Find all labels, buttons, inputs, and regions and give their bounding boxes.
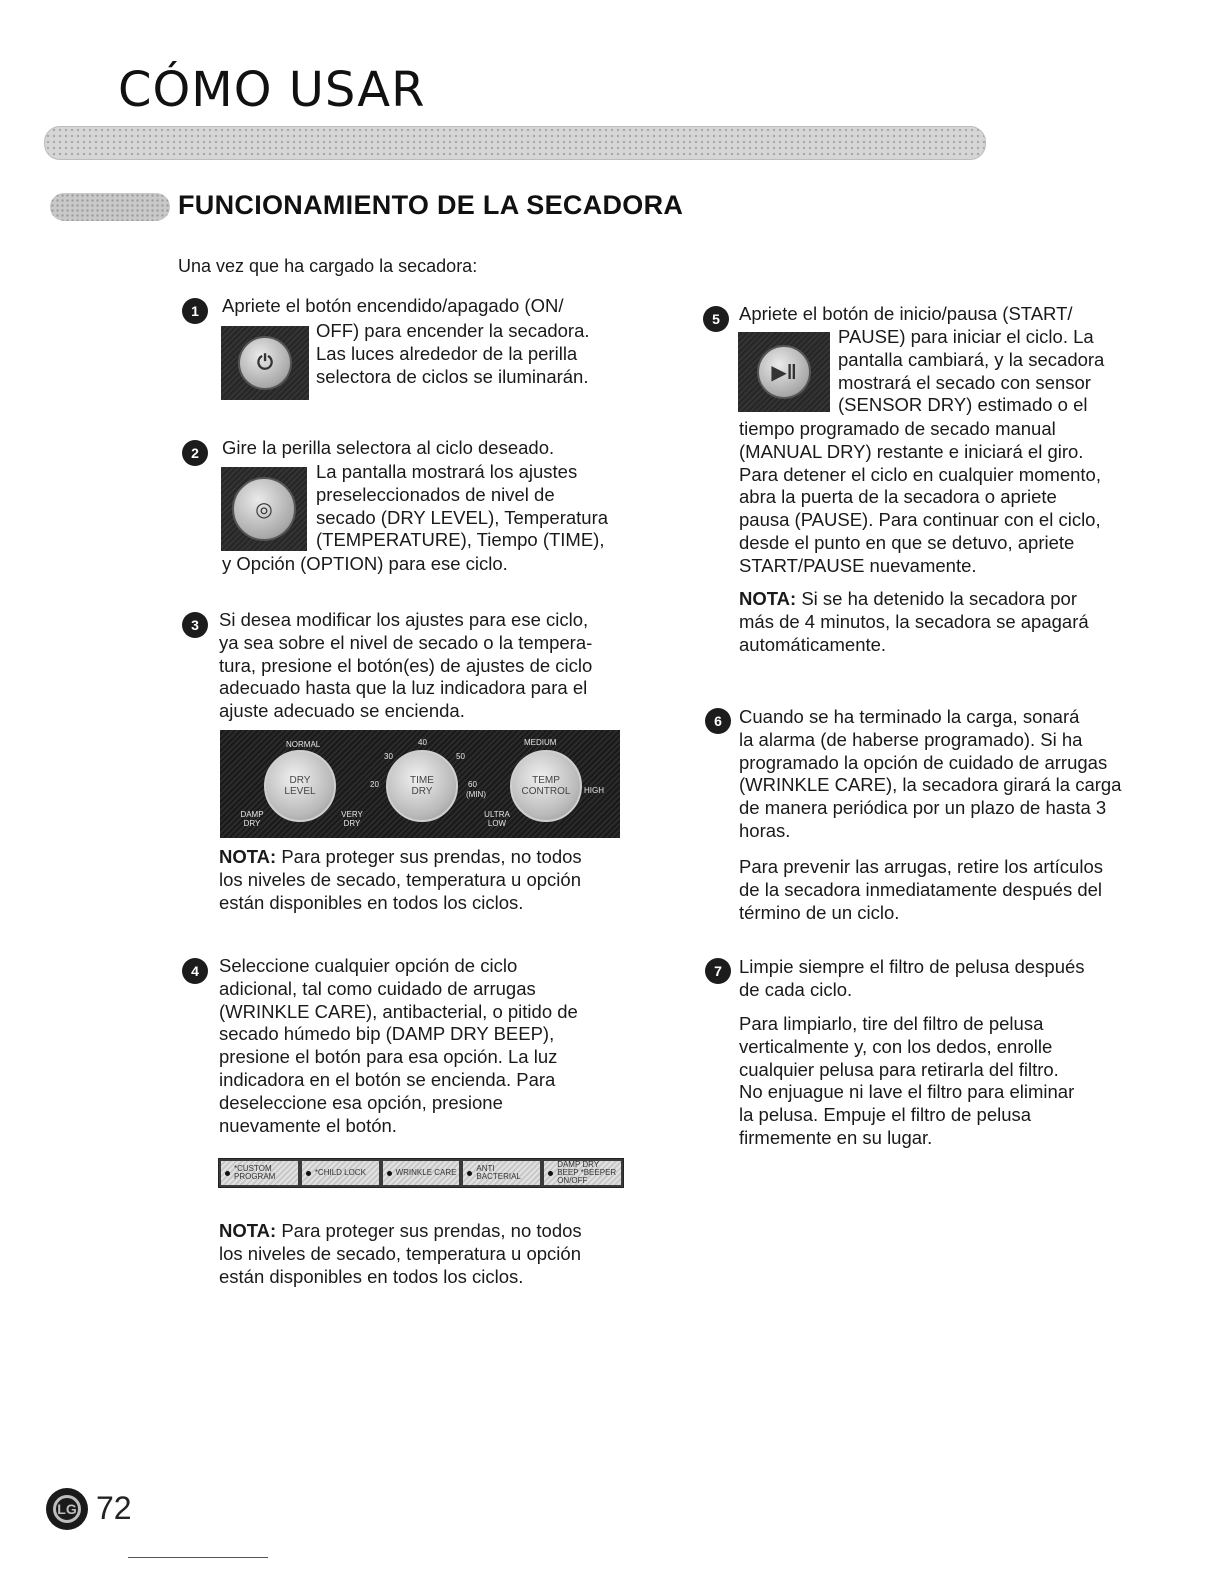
step-5-line-5: (SENSOR DRY) estimado o el	[838, 394, 1088, 416]
step-4-line-6: indicadora en el botón se encienda. Para	[219, 1068, 556, 1090]
page-number: 72	[96, 1490, 132, 1526]
note-4-line-1: Para proteger sus prendas, no todos	[281, 1220, 582, 1241]
step-4-line-7: deseleccione esa opción, presione	[219, 1091, 503, 1113]
note-4-line-2: los niveles de secado, temperatura u opción	[219, 1242, 581, 1264]
footer-rule	[128, 1557, 268, 1558]
step-1-line-4: selectora de ciclos se iluminarán.	[316, 365, 589, 387]
step-1-text	[316, 320, 590, 388]
step-6-extra-line-2: de la secadora inmediatamente después del	[739, 878, 1103, 900]
indicator-light	[548, 1171, 553, 1176]
note-3-line-3: están disponibles en todos los ciclos.	[219, 891, 524, 913]
wrinkle-care-button[interactable]	[383, 1161, 460, 1185]
step-5-text	[739, 418, 1101, 578]
time-30-label: 30	[384, 752, 393, 761]
step-7-extra-line-5: la pelusa. Empuje el filtro de pelusa	[739, 1104, 1032, 1126]
step-7-number: 7	[705, 958, 731, 984]
step-6-line-3: programado la opción de cuidado de arrugas	[739, 751, 1108, 773]
note-4-line-3: están disponibles en todos los ciclos.	[219, 1265, 524, 1287]
note-label: NOTA:	[219, 846, 277, 867]
note-label: NOTA:	[739, 588, 797, 609]
start-pause-button-image	[738, 332, 830, 412]
step-3-line-4: adecuado hasta que la luz indicadora para el	[219, 677, 588, 699]
page-title: CÓMO USAR	[118, 62, 426, 118]
step-7-line-2: de cada ciclo.	[739, 978, 853, 1000]
step-2-line-2: La pantalla mostrará los ajustes	[316, 461, 578, 482]
dry-dial-line-2: LEVEL	[284, 786, 316, 797]
step-4-line-8: nuevamente el botón.	[219, 1114, 397, 1136]
child-lock-label: *CHILD LOCK	[314, 1168, 366, 1177]
step-1-line-2: OFF) para encender la secadora.	[316, 320, 590, 341]
note-step-3	[219, 846, 582, 914]
note-3-line-1: Para proteger sus prendas, no todos	[281, 846, 582, 867]
step-7-text	[739, 956, 1085, 1002]
dry-level-dial[interactable]	[264, 750, 336, 822]
step-2-line-4: secado (DRY LEVEL), Temperatura	[316, 506, 609, 528]
step-5-line-12: START/PAUSE nuevamente.	[739, 554, 977, 576]
high-label: HIGH	[584, 786, 604, 795]
damp-dry-beep-label: DAMP DRY BEEP *BEEPER ON/OFF	[557, 1160, 617, 1185]
step-6-line-5: de manera periódica por un plazo de hasta 3	[739, 797, 1107, 819]
power-icon: ⏻	[238, 336, 292, 390]
lg-logo-mark: LG	[53, 1495, 81, 1523]
step-5-line-11: desde el punto en que se detuvo, apriete	[739, 531, 1075, 553]
step-7-line-1: Limpie siempre el filtro de pelusa después	[739, 956, 1085, 977]
time-dry-dial-label	[410, 775, 434, 797]
indicator-light	[387, 1171, 392, 1176]
step-3-line-1: Si desea modificar los ajustes para ese ciclo,	[219, 609, 589, 630]
step-4-line-3: (WRINKLE CARE), antibacterial, o pitido de	[219, 1000, 578, 1022]
note-step-4	[219, 1220, 582, 1288]
anti-bacterial-label: ANTI BACTERIAL	[476, 1164, 521, 1181]
step-5-line-2: PAUSE) para iniciar el ciclo. La	[838, 326, 1094, 347]
step-2-line-1: Gire la perilla selectora al ciclo deseado.	[222, 437, 555, 458]
step-4-number: 4	[182, 958, 208, 984]
note-label: NOTA:	[219, 1220, 277, 1241]
step-6-line-1: Cuando se ha terminado la carga, sonará	[739, 706, 1080, 727]
step-4-line-4: secado húmedo bip (DAMP DRY BEEP),	[219, 1023, 555, 1045]
step-6-extra-line-3: término de un ciclo.	[739, 901, 900, 923]
step-5-text-wrap	[838, 326, 1104, 417]
step-4-text	[219, 955, 578, 1137]
very-dry-label: VERY DRY	[341, 810, 363, 828]
time-dial-line-2: DRY	[411, 786, 433, 797]
step-2-line-5: (TEMPERATURE), Tiempo (TIME),	[316, 529, 605, 551]
child-lock-button[interactable]	[302, 1161, 379, 1185]
step-6-number: 6	[705, 708, 731, 734]
wrinkle-care-label: WRINKLE CARE	[395, 1168, 457, 1177]
step-6-extra	[739, 856, 1103, 924]
step-4-line-5: presione el botón para esa opción. La luz	[219, 1046, 558, 1068]
time-50-label: 50	[456, 752, 465, 761]
time-min-label: (MIN)	[466, 790, 486, 799]
step-7-extra-line-2: verticalmente y, con los dedos, enrolle	[739, 1035, 1053, 1057]
temp-dial-line-2: CONTROL	[521, 786, 571, 797]
step-1-number: 1	[182, 298, 208, 324]
step-7-extra-line-4: No enjuague ni lave el filtro para eliminar	[739, 1081, 1075, 1103]
anti-bacterial-button[interactable]	[463, 1161, 540, 1185]
time-60-label: 60	[468, 780, 477, 789]
step-6-line-6: horas.	[739, 819, 791, 841]
step-4-line-2: adicional, tal como cuidado de arrugas	[219, 977, 536, 999]
step-3-line-2: ya sea sobre el nivel de secado o la tempera-	[219, 631, 593, 653]
note-5-line-2: más de 4 minutos, la secadora se apagará	[739, 610, 1089, 632]
normal-label: NORMAL	[286, 740, 321, 749]
step-7-extra-line-3: cualquier pelusa para retirarla del filtro.	[739, 1058, 1059, 1080]
step-2-line-6: y Opción (OPTION) para ese ciclo.	[222, 553, 508, 574]
damp-dry-label: DAMP DRY	[240, 810, 264, 828]
step-3-line-3: tura, presione el botón(es) de ajustes de ciclo	[219, 654, 593, 676]
time-dial-line-1: TIME	[410, 775, 434, 786]
step-5-line-8: Para detener el ciclo en cualquier momento,	[739, 463, 1101, 485]
step-5-line-1: Apriete el botón de inicio/pausa (START/	[739, 303, 1073, 324]
note-5-line-3: automáticamente.	[739, 633, 887, 655]
note-step-5	[739, 588, 1089, 656]
step-5-number: 5	[703, 306, 729, 332]
dial-control-panel	[220, 730, 620, 838]
step-2-number: 2	[182, 440, 208, 466]
time-dry-dial[interactable]	[386, 750, 458, 822]
play-pause-icon: ▶‖	[757, 345, 811, 399]
step-6-extra-line-1: Para prevenir las arrugas, retire los artículos	[739, 856, 1103, 877]
power-button-image	[221, 326, 309, 400]
step-3-line-5: ajuste adecuado se encienda.	[219, 700, 465, 722]
step-5-line-3: pantalla cambiará, y la secadora	[838, 348, 1105, 370]
step-5-line-9: abra la puerta de la secadora o apriete	[739, 486, 1057, 508]
note-3-line-2: los niveles de secado, temperatura u opción	[219, 868, 581, 890]
intro-text: Una vez que ha cargado la secadora:	[178, 256, 478, 276]
step-1-line-1: Apriete el botón encendido/apagado (ON/	[222, 295, 564, 316]
indicator-light	[306, 1171, 311, 1176]
custom-program-label: *CUSTOM PROGRAM	[234, 1164, 276, 1181]
step-7-extra-line-1: Para limpiarlo, tire del filtro de pelusa	[739, 1013, 1044, 1034]
title-underline-bar	[44, 126, 986, 160]
step-2-line-3: preseleccionados de nivel de	[316, 483, 555, 505]
option-buttons-panel	[218, 1158, 624, 1188]
time-40-label: 40	[418, 738, 427, 747]
step-7-extra	[739, 1013, 1074, 1150]
temp-control-dial[interactable]	[510, 750, 582, 822]
time-20-label: 20	[370, 780, 379, 789]
step-5-line-7: (MANUAL DRY) restante e iniciará el giro.	[739, 440, 1084, 462]
temp-dial-line-1: TEMP	[532, 775, 560, 786]
indicator-light	[467, 1171, 472, 1176]
step-5-line-10: pausa (PAUSE). Para continuar con el ciclo,	[739, 509, 1101, 531]
custom-program-button[interactable]	[221, 1161, 298, 1185]
lg-logo	[46, 1488, 88, 1530]
damp-dry-beep-button[interactable]	[544, 1161, 621, 1185]
note-5-line-1: Si se ha detenido la secadora por	[801, 588, 1077, 609]
step-3-number: 3	[182, 612, 208, 638]
indicator-light	[225, 1171, 230, 1176]
dry-dial-line-1: DRY	[289, 775, 311, 786]
temp-control-dial-label	[522, 775, 571, 797]
step-1-line-3: Las luces alrededor de la perilla	[316, 342, 578, 364]
dry-level-dial-label	[284, 775, 315, 797]
cycle-knob-icon: ◎	[232, 477, 296, 541]
step-5-line-6: tiempo programado de secado manual	[739, 418, 1056, 439]
heading-marker-pill	[50, 193, 170, 221]
step-2-text	[316, 461, 608, 552]
step-7-extra-line-6: firmemente en su lugar.	[739, 1126, 933, 1148]
section-heading: FUNCIONAMIENTO DE LA SECADORA	[178, 190, 684, 220]
step-5-line-4: mostrará el secado con sensor	[838, 371, 1091, 393]
step-6-line-2: la alarma (de haberse programado). Si ha	[739, 728, 1083, 750]
ultra-low-label: ULTRA LOW	[484, 810, 510, 828]
medium-label: MEDIUM	[524, 738, 557, 747]
step-6-line-4: (WRINKLE CARE), la secadora girará la carga	[739, 774, 1122, 796]
step-4-line-1: Seleccione cualquier opción de ciclo	[219, 955, 518, 976]
step-3-text	[219, 609, 592, 723]
cycle-knob-image	[221, 467, 307, 551]
step-6-text	[739, 706, 1121, 843]
